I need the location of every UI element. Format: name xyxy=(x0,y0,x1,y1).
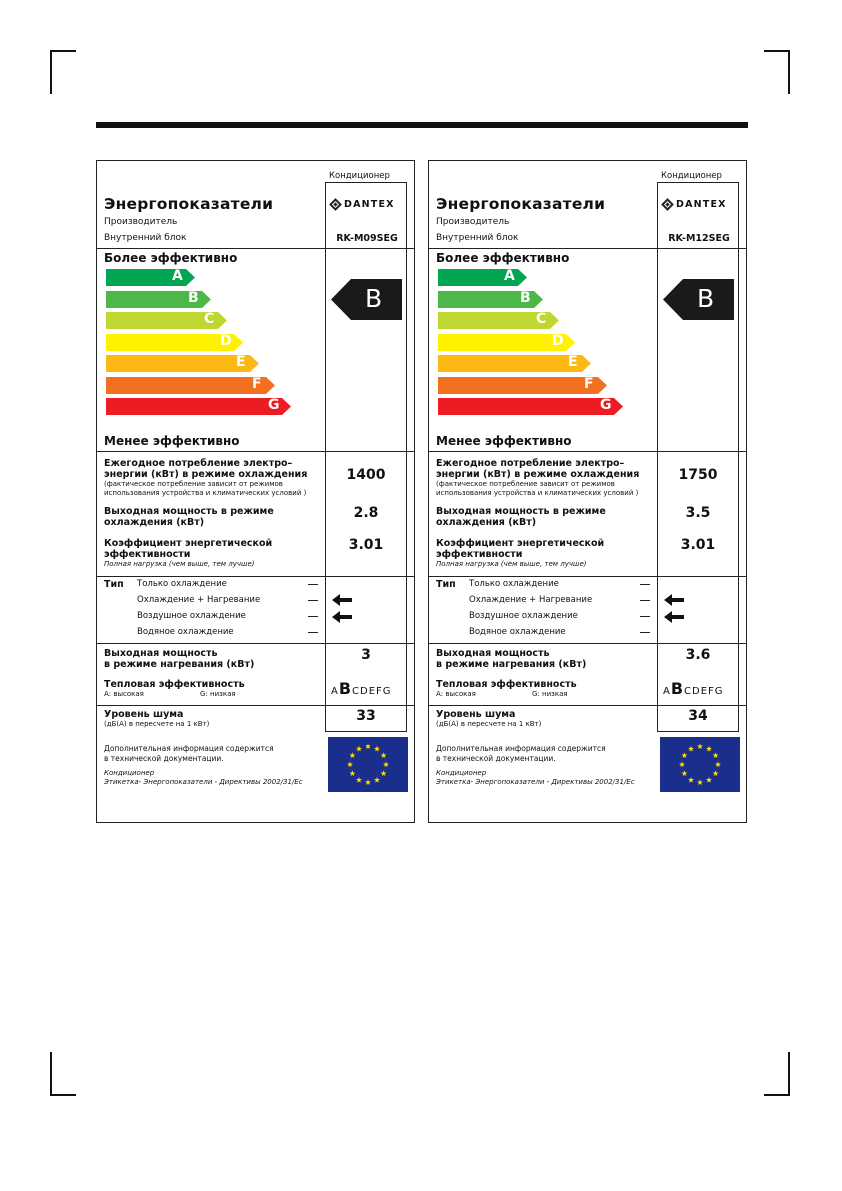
cool-output-title-1: Выходная мощность в режиме xyxy=(436,506,606,517)
footer-line-1: Кондиционер xyxy=(436,769,487,777)
heating-efficiency-block xyxy=(436,679,616,699)
arrow-left-icon xyxy=(664,611,684,623)
efficiency-bar-b xyxy=(438,291,543,308)
header-rule xyxy=(96,122,748,128)
info-block xyxy=(104,744,274,763)
arrow-left-icon xyxy=(332,611,352,623)
footer-line-2: Этикетка- Энергопоказатели - Директивы 2002/31/Ес xyxy=(104,778,303,786)
scale-a: A xyxy=(663,686,671,697)
eer-value: 3.01 xyxy=(680,537,716,553)
label-title: Энергопоказатели xyxy=(104,195,274,213)
annual-title-1: Ежегодное потребление электро– xyxy=(436,458,625,469)
efficiency-bar-letter: G xyxy=(600,397,612,413)
model-name: RK-M12SEG xyxy=(668,233,730,244)
crop-mark-bottom-left-h xyxy=(50,1094,76,1096)
type-dash xyxy=(308,616,318,617)
eer-block xyxy=(104,538,272,569)
heat-eff-legend xyxy=(436,690,616,699)
indoor-unit-label: Внутренний блок xyxy=(436,233,519,243)
heating-efficiency-scale xyxy=(331,679,392,698)
efficiency-bar-f xyxy=(438,377,607,394)
divider xyxy=(429,248,746,249)
divider xyxy=(325,731,406,732)
efficiency-bar-a xyxy=(438,269,527,286)
efficiency-bar-letter: F xyxy=(584,375,594,392)
eu-star-icon xyxy=(688,777,694,783)
efficiency-bar-b xyxy=(106,291,211,308)
brand-name: DANTEX xyxy=(344,198,395,210)
annual-consumption-block xyxy=(436,458,639,497)
eer-note: Полная нагрузка (чем выше, тем лучше) xyxy=(104,560,255,568)
eu-star-icon xyxy=(706,777,712,783)
crop-mark-bottom-right-v xyxy=(788,1052,790,1096)
efficiency-bar-d xyxy=(106,334,243,351)
manufacturer-label: Производитель xyxy=(436,217,510,227)
eu-star-ring xyxy=(660,737,740,792)
efficiency-bar-letter: B xyxy=(188,289,199,306)
efficiency-bar-d xyxy=(438,334,575,351)
cooling-output-block xyxy=(436,506,606,528)
cool-output-title-2: охлаждения (кВт) xyxy=(436,517,537,528)
scale-rest: CDEFG xyxy=(352,686,392,697)
cooling-output-block xyxy=(104,506,274,528)
divider xyxy=(97,643,414,644)
eer-note: Полная нагрузка (чем выше, тем лучше) xyxy=(436,560,587,568)
efficiency-bar-c xyxy=(438,312,559,329)
arrow-left-icon xyxy=(664,594,684,606)
cool-output-title-1: Выходная мощность в режиме xyxy=(104,506,274,517)
heat-eff-high: А: высокая xyxy=(436,690,476,698)
annual-note-1: (фактическое потребление зависит от режимов xyxy=(104,480,283,488)
type-dash xyxy=(308,584,318,585)
type-dash xyxy=(308,600,318,601)
divider xyxy=(429,451,746,452)
eu-star-icon xyxy=(383,761,389,767)
product-type: Кондиционер xyxy=(329,171,390,181)
eu-star-icon xyxy=(706,746,712,752)
annual-note-2: использования устройства и климатических условий ) xyxy=(104,488,307,497)
manufacturer-label: Производитель xyxy=(104,217,178,227)
noise-note: (дБ(А) в пересчете на 1 кВт) xyxy=(104,720,210,728)
efficiency-bar-letter: C xyxy=(536,311,547,327)
divider xyxy=(429,576,746,577)
eer-title-2: эффективности xyxy=(436,549,523,560)
eu-star-icon xyxy=(374,777,380,783)
heating-output-value: 3.6 xyxy=(685,647,711,663)
eu-flag xyxy=(660,737,740,792)
efficiency-bar-letter: A xyxy=(172,268,183,284)
type-option-cooling-only: Только охлаждение xyxy=(137,579,227,589)
eu-star-icon xyxy=(365,779,371,785)
efficiency-bar-letter: D xyxy=(220,332,232,349)
type-label: Тип xyxy=(104,579,124,590)
brand-logo xyxy=(331,195,403,213)
heat-eff-high: А: высокая xyxy=(104,690,144,698)
type-option-water-cooled: Водяное охлаждение xyxy=(137,627,234,637)
heating-output-block xyxy=(436,648,586,670)
heating-efficiency-scale xyxy=(663,679,724,698)
eu-star-icon xyxy=(356,777,362,783)
heat-eff-legend xyxy=(104,690,284,699)
efficiency-bar-e xyxy=(106,355,259,372)
eu-star-icon xyxy=(681,752,687,758)
info-line-2: в технической документации. xyxy=(104,753,224,763)
annual-note-1: (фактическое потребление зависит от режимов xyxy=(436,480,615,488)
heating-output-value: 3 xyxy=(361,647,371,663)
eu-star-icon xyxy=(365,743,371,749)
more-efficient-label: Более эффективно xyxy=(436,251,570,265)
noise-value: 34 xyxy=(688,708,708,724)
cool-output-title-2: охлаждения (кВт) xyxy=(104,517,205,528)
efficiency-bar-letter: F xyxy=(252,375,262,392)
type-dash xyxy=(640,632,650,633)
noise-block xyxy=(104,709,209,729)
heat-output-title-1: Выходная мощность xyxy=(436,648,550,659)
crop-mark-bottom-right-h xyxy=(764,1094,790,1096)
eu-star-icon xyxy=(679,761,685,767)
product-type: Кондиционер xyxy=(661,171,722,181)
annual-consumption-block xyxy=(104,458,307,497)
brand-diamond-icon xyxy=(329,198,342,211)
scale-selected: B xyxy=(670,679,685,698)
type-option-air-cooled: Воздушное охлаждение xyxy=(469,611,578,621)
type-option-air-cooled: Воздушное охлаждение xyxy=(137,611,246,621)
brand-logo xyxy=(663,195,735,213)
annual-kwh-value: 1400 xyxy=(346,467,386,483)
eer-value: 3.01 xyxy=(348,537,384,553)
type-dash xyxy=(308,632,318,633)
footer-block xyxy=(104,769,303,787)
rating-letter: B xyxy=(697,284,715,313)
rating-letter: B xyxy=(365,284,383,313)
heat-eff-low: G: низкая xyxy=(200,690,236,698)
heat-output-title-2: в режиме нагревания (кВт) xyxy=(104,659,255,670)
eu-star-icon xyxy=(347,761,353,767)
arrow-left-icon xyxy=(332,594,352,606)
brand-name: DANTEX xyxy=(676,198,727,210)
energy-label-2 xyxy=(428,160,747,823)
eu-star-icon xyxy=(681,770,687,776)
footer-line-1: Кондиционер xyxy=(104,769,155,777)
annual-title-2: энергии (кВт) в режиме охлаждения xyxy=(436,469,640,480)
indoor-unit-label: Внутренний блок xyxy=(104,233,187,243)
noise-title: Уровень шума xyxy=(104,709,184,720)
info-line-1: Дополнительная информация содержится xyxy=(104,744,274,753)
efficiency-bar-g xyxy=(106,398,291,415)
divider xyxy=(97,705,414,706)
type-option-cooling-heating: Охлаждение + Нагревание xyxy=(137,595,261,605)
eer-title-1: Коэффициент энергетической xyxy=(104,538,273,549)
eu-star-icon xyxy=(713,752,719,758)
heat-output-title-1: Выходная мощность xyxy=(104,648,218,659)
crop-mark-top-right-h xyxy=(764,50,790,52)
efficiency-bar-letter: C xyxy=(204,311,215,327)
eu-star-icon xyxy=(356,746,362,752)
divider xyxy=(657,731,738,732)
scale-selected: B xyxy=(338,679,353,698)
eu-star-icon xyxy=(374,746,380,752)
efficiency-bar-c xyxy=(106,312,227,329)
divider xyxy=(429,643,746,644)
eu-star-icon xyxy=(381,752,387,758)
heat-eff-title: Тепловая эффективность xyxy=(104,679,245,690)
heat-output-title-2: в режиме нагревания (кВт) xyxy=(436,659,587,670)
cooling-output-value: 2.8 xyxy=(353,505,379,521)
noise-title: Уровень шума xyxy=(436,709,516,720)
efficiency-bar-f xyxy=(106,377,275,394)
efficiency-bar-letter: E xyxy=(236,354,246,370)
crop-mark-bottom-left-v xyxy=(50,1052,52,1096)
efficiency-bar-letter: G xyxy=(268,397,280,413)
eu-star-icon xyxy=(688,746,694,752)
scale-a: A xyxy=(331,686,339,697)
type-label: Тип xyxy=(436,579,456,590)
type-option-cooling-heating: Охлаждение + Нагревание xyxy=(469,595,593,605)
type-option-cooling-only: Только охлаждение xyxy=(469,579,559,589)
eu-star-icon xyxy=(713,770,719,776)
efficiency-bar-letter: B xyxy=(520,289,531,306)
heat-eff-title: Тепловая эффективность xyxy=(436,679,577,690)
model-name: RK-M09SEG xyxy=(336,233,398,244)
divider xyxy=(97,248,414,249)
eu-star-icon xyxy=(381,770,387,776)
eu-star-icon xyxy=(715,761,721,767)
divider xyxy=(429,705,746,706)
rating-arrow xyxy=(331,279,402,320)
efficiency-bar-g xyxy=(438,398,623,415)
heating-efficiency-block xyxy=(104,679,284,699)
efficiency-bar-letter: E xyxy=(568,354,578,370)
eu-star-icon xyxy=(697,779,703,785)
heating-output-block xyxy=(104,648,254,670)
crop-mark-top-left-v xyxy=(50,50,52,94)
crop-mark-top-right-v xyxy=(788,50,790,94)
efficiency-bar-letter: D xyxy=(552,332,564,349)
efficiency-bar-e xyxy=(438,355,591,372)
annual-note-2: использования устройства и климатических условий ) xyxy=(436,488,639,497)
annual-title-2: энергии (кВт) в режиме охлаждения xyxy=(104,469,308,480)
eu-star-icon xyxy=(697,743,703,749)
heat-eff-low: G: низкая xyxy=(532,690,568,698)
noise-block xyxy=(436,709,541,729)
annual-kwh-value: 1750 xyxy=(678,467,718,483)
label-title: Энергопоказатели xyxy=(436,195,606,213)
info-line-2: в технической документации. xyxy=(436,753,556,763)
energy-label-1 xyxy=(96,160,415,823)
noise-note: (дБ(А) в пересчете на 1 кВт) xyxy=(436,720,542,728)
eer-title-1: Коэффициент энергетической xyxy=(436,538,605,549)
eu-star-ring xyxy=(328,737,408,792)
type-dash xyxy=(640,584,650,585)
footer-block xyxy=(436,769,635,787)
info-line-1: Дополнительная информация содержится xyxy=(436,744,606,753)
cooling-output-value: 3.5 xyxy=(685,505,711,521)
type-dash xyxy=(640,600,650,601)
less-efficient-label: Менее эффективно xyxy=(104,434,240,448)
eer-title-2: эффективности xyxy=(104,549,191,560)
type-dash xyxy=(640,616,650,617)
efficiency-bar-a xyxy=(106,269,195,286)
crop-mark-top-left-h xyxy=(50,50,76,52)
efficiency-bar-letter: A xyxy=(504,268,515,284)
type-option-water-cooled: Водяное охлаждение xyxy=(469,627,566,637)
divider xyxy=(97,576,414,577)
eer-block xyxy=(436,538,604,569)
noise-value: 33 xyxy=(356,708,376,724)
less-efficient-label: Менее эффективно xyxy=(436,434,572,448)
scale-rest: CDEFG xyxy=(684,686,724,697)
brand-diamond-icon xyxy=(661,198,674,211)
eu-star-icon xyxy=(349,752,355,758)
divider xyxy=(97,451,414,452)
eu-flag xyxy=(328,737,408,792)
eu-star-icon xyxy=(349,770,355,776)
rating-arrow xyxy=(663,279,734,320)
info-block xyxy=(436,744,606,763)
more-efficient-label: Более эффективно xyxy=(104,251,238,265)
footer-line-2: Этикетка- Энергопоказатели - Директивы 2002/31/Ес xyxy=(436,778,635,786)
annual-title-1: Ежегодное потребление электро– xyxy=(104,458,293,469)
